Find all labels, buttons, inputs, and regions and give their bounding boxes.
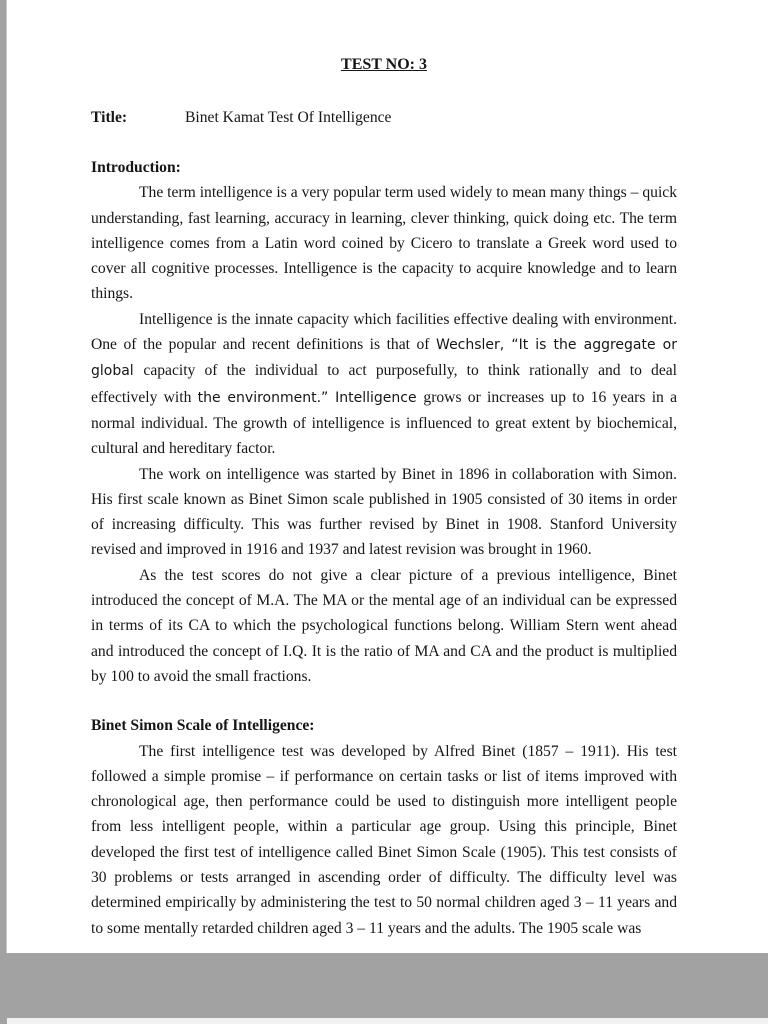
- title-label: Title:: [91, 109, 128, 126]
- page-edge-divider: [6, 0, 7, 953]
- intro-paragraph-1: The term intelligence is a very popular term used widely to mean many things – quick understanding, fast learning, accuracy in learning, clever thinking, quick doing etc. The term intelligence comes from a Latin word coined by Cicero to translate a Greek word used to cover all cognitive processes. Intelligence is the capacity to acquire knowledge and to learn things.: [91, 184, 677, 303]
- title-value: Binet Kamat Test Of Intelligence: [185, 109, 392, 126]
- title-row: [91, 105, 677, 130]
- binet-paragraph-1: The first intelligence test was developed by Alfred Binet (1857 – 1911). His test followed a simple promise – if performance on certain tasks or list of items improved with chronological age, then performance could be used to distinguish more intelligent people from less intelligent people, within a particular age group. Using this principle, Binet developed the first test of intelligence called Binet Simon Scale (1905). This test consists of 30 problems or tests arranged in ascending order of difficulty. The difficulty level was determined empirically by administering the test to 50 normal children aged 3 – 11 years and to some mentally retarded children aged 3 – 11 years and the adults. The 1905 scale was: [91, 742, 677, 937]
- binet-scale-heading: Binet Simon Scale of Intelligence:: [91, 717, 315, 735]
- paragraph-segment: grows or increases up to 16 years in a normal individual. The growth of intelligence is influenced to great extent by biochemical, cultural and hereditary factor.: [91, 388, 678, 458]
- quote-segment: Wechsler, “It is the aggregate or global: [91, 337, 678, 380]
- paragraph-segment: Intelligence is the innate capacity which facilities effective dealing with environment. One of the popular and recent definitions is that of: [91, 310, 677, 354]
- paragraph-segment: capacity of the individual to act purposefully, to think rationally and to deal effectively with: [91, 362, 677, 406]
- document-page: [7, 0, 768, 953]
- intro-paragraph-2: [91, 307, 677, 462]
- intro-paragraph-3: The work on intelligence was started by Binet in 1896 in collaboration with Simon. His first scale known as Binet Simon scale published in 1905 consisted of 30 items in order of increasing difficulty. This was further revised by Binet in 1908. Stanford University revised and improved in 1916 and 1937 and latest revision was brought in 1960.: [91, 465, 677, 559]
- quote-segment: the environment.” Intelligence: [197, 389, 424, 406]
- introduction-heading: Introduction:: [91, 159, 181, 176]
- page-title: TEST NO: 3: [341, 56, 427, 73]
- next-page-top: [7, 1018, 768, 1024]
- intro-paragraph-4: As the test scores do not give a clear picture of a previous intelligence, Binet introduced the concept of M.A. The MA or the mental age of an individual can be expressed in terms of its CA to which the psychological functions belong. William Stern went ahead and introduced the concept of I.Q. It is the ratio of MA and CA and the product is multiplied by 100 to avoid the small fractions.: [91, 566, 677, 685]
